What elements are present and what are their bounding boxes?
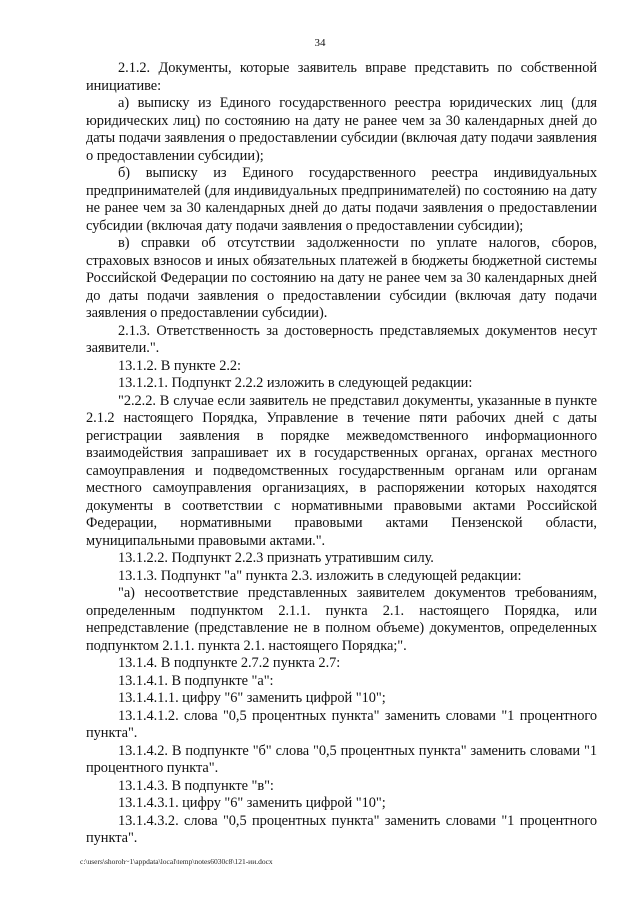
paragraph: 13.1.4. В подпункте 2.7.2 пункта 2.7: (118, 655, 341, 671)
paragraph: 13.1.2.2. Подпункт 2.2.3 признать утратившим силу. (118, 550, 434, 566)
paragraph: 13.1.2.1. Подпункт 2.2.2 изложить в следующей редакции: (118, 375, 473, 391)
paragraph: 13.1.3. Подпункт "а" пункта 2.3. изложить в следующей редакции: (118, 567, 522, 584)
paragraph: в) справки об отсутствии задолженности по уплате налогов, сборов, страховых взносов и иных обязательных платежей в бюджеты бюджетной системы Российской Федерации по состоянию на дату не ранее чем за 30 календарных дней до даты подачи заявления о предоставлении субсидии (включая дату подачи заявления о предоставлении субсидии). (86, 235, 597, 321)
paragraph: 13.1.4.1. В подпункте "а": (118, 672, 274, 689)
paragraph: 13.1.4.2. В подпункте "б" слова "0,5 процентных пункта" заменить словами "1 процентного пункта". (86, 742, 597, 776)
paragraph: 13.1.4.1.1. цифру "6" заменить цифрой "10"; (118, 690, 386, 706)
paragraph: б) выписку из Единого государственного реестра индивидуальных предпринимателей (для индивидуальных предпринимателей) по состоянию на дату не ранее чем за 30 календарных дней до даты подачи заявления о предоставлении субсидии (включая дату подачи заявления о предоставлении субсидии); (86, 165, 597, 234)
page-number: 34 (314, 37, 326, 49)
paragraph: 2.1.2. Документы, которые заявитель вправе представить по собственной инициативе: (86, 60, 597, 94)
paragraph: 13.1.4.3.1. цифру "6" заменить цифрой "10"; (118, 795, 386, 811)
paragraph: а) выписку из Единого государственного реестра юридических лиц (для юридических лиц) по состоянию на дату не ранее чем за 30 календарных дней до даты подачи заявления о предоставлении субсидии (включая дату подачи заявления о предоставлении субсидии); (86, 95, 597, 164)
paragraph: 13.1.2. В пункте 2.2: (118, 357, 241, 374)
file-path-footer: c:\users\shoroh~1\appdata\local\temp\notes6030c8\121-ии.docx (80, 857, 273, 866)
paragraph: 2.1.3. Ответственность за достоверность представляемых документов несут заявители.". (86, 322, 597, 356)
paragraph: "а) несоответствие представленных заявителем документов требованиям, определенным подпунктом 2.1.1. пункта 2.1. настоящего Порядка, или непредставление (представление не в полном объеме) документов, определенных подпунктом 2.1.1. пункта 2.1. настоящего Порядка;". (86, 585, 597, 654)
paragraph: 13.1.4.1.2. слова "0,5 процентных пункта" заменить словами "1 процентного пункта". (86, 707, 597, 741)
document-body (86, 60, 597, 848)
paragraph: "2.2.2. В случае если заявитель не представил документы, указанные в пункте 2.1.2 настоящего Порядка, Управление в течение пяти рабочих дней с даты регистрации заявления в порядке межведомственного информационного взаимодействия запрашивает их в государственных органах, органах местного самоуправления и подведомственных государственным органам или органам местного самоуправления организациях, в распоряжении которых находятся документы в соответствии с нормативными правовыми актами Российской Федерации, нормативными правовыми актами Пензенской области, муниципальными правовыми актами.". (86, 392, 597, 549)
paragraph: 13.1.4.3.2. слова "0,5 процентных пункта" заменить словами "1 процентного пункта". (86, 812, 597, 846)
paragraph: 13.1.4.3. В подпункте "в": (118, 777, 274, 794)
